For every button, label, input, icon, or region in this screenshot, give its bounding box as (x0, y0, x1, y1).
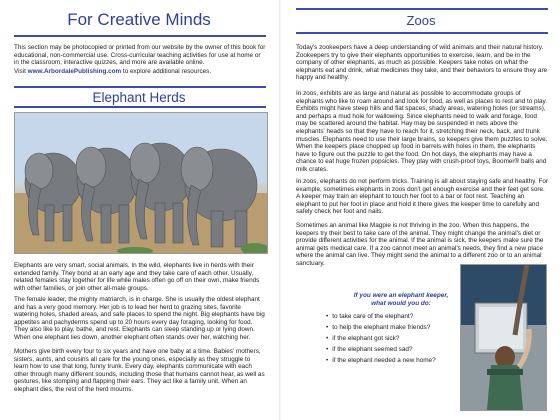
zoos-rule-bottom (296, 32, 548, 34)
left-page (0, 0, 278, 420)
zoos-paragraph-2: In zoos, exhibits are as large and natural as possible to accommodate groups of elephants who like to roam around and look for food, as well as places to rest and to play. Exhibits might have steep hills and flat spaces, shady areas, watering holes (or streams), and perhaps a mud hole for wallowing. Since elephants need to walk and forage, food may be scattered around the habitat. Hay may be suspended in nets above the elephants' heads so that they have to reach for it, stretching their neck, back, and trunk muscles. Elephants need to use their large brains, so keepers give them puzzles to solve. When the keepers place chopped up food in barrels with holes in them, the elephants have to figure out the puzzle to get the food. On hot days, the elephants may have a chance to eat huge frozen popsicles. They play with crush-proof toys, Boomer® balls and milk crates. (296, 90, 548, 173)
question-title-line-2: what would you do: (371, 300, 431, 307)
question-list (326, 311, 476, 366)
question-title-line-1: If you were an elephant keeper, (353, 292, 449, 299)
herds-paragraph-3: Mothers give birth every four to six years and have one baby at a time. Babies' mothers, sisters, aunts, and cousins all care for the young ones, especially as they struggle to learn how to use that long, funny trunk. Every day, elephants communicate with each other through many different sounds, including those that humans cannot hear, as well as gestures, like stomping and flapping their ears. They act like a family unit. When an elephant dies, the rest of the herd mourns. (14, 348, 265, 393)
title-rule (14, 35, 266, 37)
section-title-elephant-herds: Elephant Herds (92, 90, 186, 105)
list-item: • if the elephant needed a new home? (326, 355, 476, 366)
zoos-rule-top (296, 8, 548, 10)
intro-paragraph: This section may be photocopied or printed from our website by the owner of this book for educational, non-commercial use. Cross-curricular teaching activities for use at home or in the classroom, interactive quizzes, and more are available online. (14, 44, 266, 67)
zookeeper-illustration-icon (460, 264, 547, 411)
elephant-herd-svg (15, 113, 267, 253)
visit-prefix: Visit (14, 68, 28, 75)
section-rule-top (14, 86, 266, 88)
section-title-zoos: Zoos (406, 13, 436, 28)
list-item: • if the elephant got sick? (326, 333, 476, 344)
zookeeper-svg (461, 265, 546, 410)
list-item: • to help the elephant make friends? (326, 322, 476, 333)
section-rule-bottom (14, 106, 266, 108)
zoos-paragraph-3: In zoos, elephants do not perform tricks. Training is all about staying safe and healthy. For example, sometimes elephants in zoos don't get enough exercise and their feet get sore. A keeper may train an elephant to touch her foot to a bar or foot rest. Teaching an elephant to put her foot in place and hold it there gives the keeper time to carefully and safely check her foot and nails. (296, 178, 549, 216)
right-page (282, 0, 560, 420)
visit-line (14, 68, 266, 76)
website-link[interactable]: www.ArbordalePublishing.com (27, 68, 122, 75)
herds-paragraph-1: Elephants are very smart, social animals. In the wild, elephants live in herds with their extended family. They bond at an early age and they take care of each other. Usually, related females stay together for life while males often go off on their own, make friends with other families, or join other all-male groups. (14, 262, 260, 292)
elephant-herd-illustration-icon (14, 112, 268, 254)
zoos-paragraph-4: Sometimes an animal like Magpie is not thriving in the zoo. When this happens, the keepers try their best to take care of the animal. They might change the animal's diet or provide different activities for the animal. If the animal is sick, the keepers make sure the animal gets medical care. If a zoo cannot meet an animal's needs, they find a new place where the animal can live. They might send the animal to a different zoo or to an animal sanctuary. (296, 222, 544, 267)
page-title-creative-minds: For Creative Minds (67, 10, 211, 29)
herds-paragraph-2: The female leader, the mighty matriarch, is in charge. She is usually the oldest elephant and has a very good memory. Her job is to lead her herd to grazing sites, favorite watering holes, shaded areas, and safe places to spend the night. Big elephants have big appetites and pachyderms spend up to 20 hours every day foraging, looking for food. They also like to play, bathe, and rest. Elephants can sleep standing up or lying down. When one elephant lies down, another elephant often stands over her, watching her. (14, 296, 265, 341)
zoos-paragraph-1: Today's zookeepers have a deep understanding of wild animals and their natural history. Zookeepers try to give their elephants opportunities to exercise, learn, and be in the company of other elephants, as much as possible. Keepers take notes on what the elephants eat and drink, what medicines they take, and their behaviors to ensure they are happy and healthy. (296, 44, 548, 82)
page-gutter (279, 0, 281, 420)
visit-suffix: to explore additional resources. (121, 68, 212, 75)
keeper-question-box (326, 292, 476, 366)
list-item: • to take care of the elephant? (326, 311, 476, 322)
list-item: • if the elephant seemed sad? (326, 344, 476, 355)
